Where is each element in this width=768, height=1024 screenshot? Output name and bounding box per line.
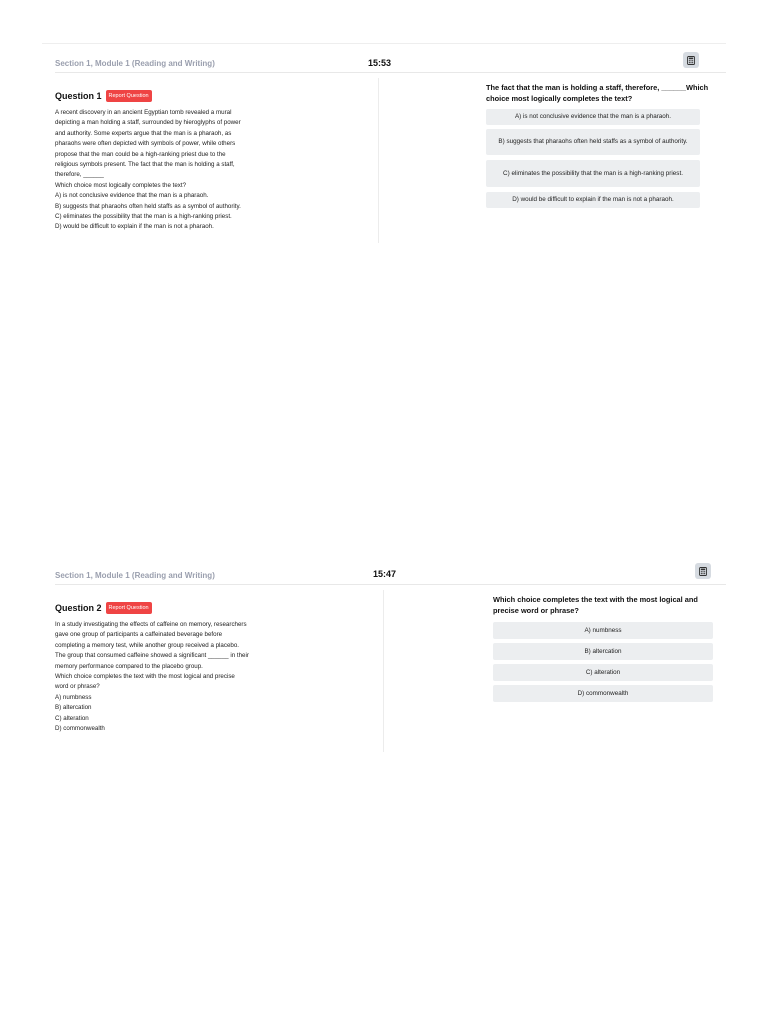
question-prompt: The fact that the man is holding a staff, therefore, ______Which choice most logically completes the text? <box>486 83 709 103</box>
column-divider <box>383 590 384 752</box>
answer-choice-d[interactable]: D) would be difficult to explain if the man is not a pharaoh. <box>486 192 700 208</box>
question-passage: In a study investigating the effects of caffeine on memory, researchers gave one group of participants a caffeinated beverage before completing a memory test, while another group received a placebo. The group that consumed caffeine showed a significant ______ in their memory performance compared to the placebo group. Which choice completes the text with the most logical and precise word or phrase? A) numbness B) altercation C) alteration D) commonwealth <box>55 621 249 733</box>
timer: 15:47 <box>373 569 397 579</box>
calculator-icon <box>699 567 707 576</box>
section-label: Section 1, Module 1 (Reading and Writing) <box>55 59 215 68</box>
question-title: Question 1 <box>55 91 102 101</box>
calculator-button[interactable] <box>695 563 711 579</box>
top-divider <box>42 43 726 44</box>
question-header <box>55 602 152 614</box>
question-panel-1 <box>0 40 768 250</box>
header-divider <box>55 72 726 73</box>
answer-choice-a[interactable]: A) numbness <box>493 622 713 639</box>
answer-choice-d[interactable]: D) commonwealth <box>493 685 713 702</box>
timer: 15:53 <box>368 58 392 68</box>
calculator-icon <box>687 56 695 65</box>
answer-choice-b[interactable]: B) suggests that pharaohs often held staffs as a symbol of authority. <box>486 129 700 155</box>
calculator-button[interactable] <box>683 52 699 68</box>
answer-choice-c[interactable]: C) alteration <box>493 664 713 681</box>
section-label: Section 1, Module 1 (Reading and Writing) <box>55 571 215 580</box>
question-title: Question 2 <box>55 603 102 613</box>
question-header <box>55 90 152 102</box>
report-question-button[interactable]: Report Question <box>106 90 152 102</box>
question-panel-2 <box>0 556 768 756</box>
answer-choice-c[interactable]: C) eliminates the possibility that the man is a high-ranking priest. <box>486 160 700 187</box>
answer-choice-a[interactable]: A) is not conclusive evidence that the man is a pharaoh. <box>486 109 700 125</box>
answer-choice-b[interactable]: B) altercation <box>493 643 713 660</box>
question-passage: A recent discovery in an ancient Egyptian tomb revealed a mural depicting a man holding a staff, surrounded by hieroglyphs of power and authority. Some experts argue that the man is a pharaoh, as pharaohs were often depicted with symbols of power, while others propose that the man could be a high-ranking priest due to the religious symbols present. The fact that the man is holding a staff, therefore, ______ Which choice most logically completes the text? A) is not conclusive evidence that the man is a pharaoh. B) suggests that pharaohs often held staffs as a symbol of authority. C) eliminates the possibility that the man is a high-ranking priest. D) would be difficult to explain if the man is not a pharaoh. <box>55 109 241 231</box>
report-question-button[interactable]: Report Question <box>106 602 152 614</box>
header-divider <box>55 584 726 585</box>
column-divider <box>378 78 379 243</box>
question-prompt: Which choice completes the text with the most logical and precise word or phrase? <box>493 595 698 615</box>
